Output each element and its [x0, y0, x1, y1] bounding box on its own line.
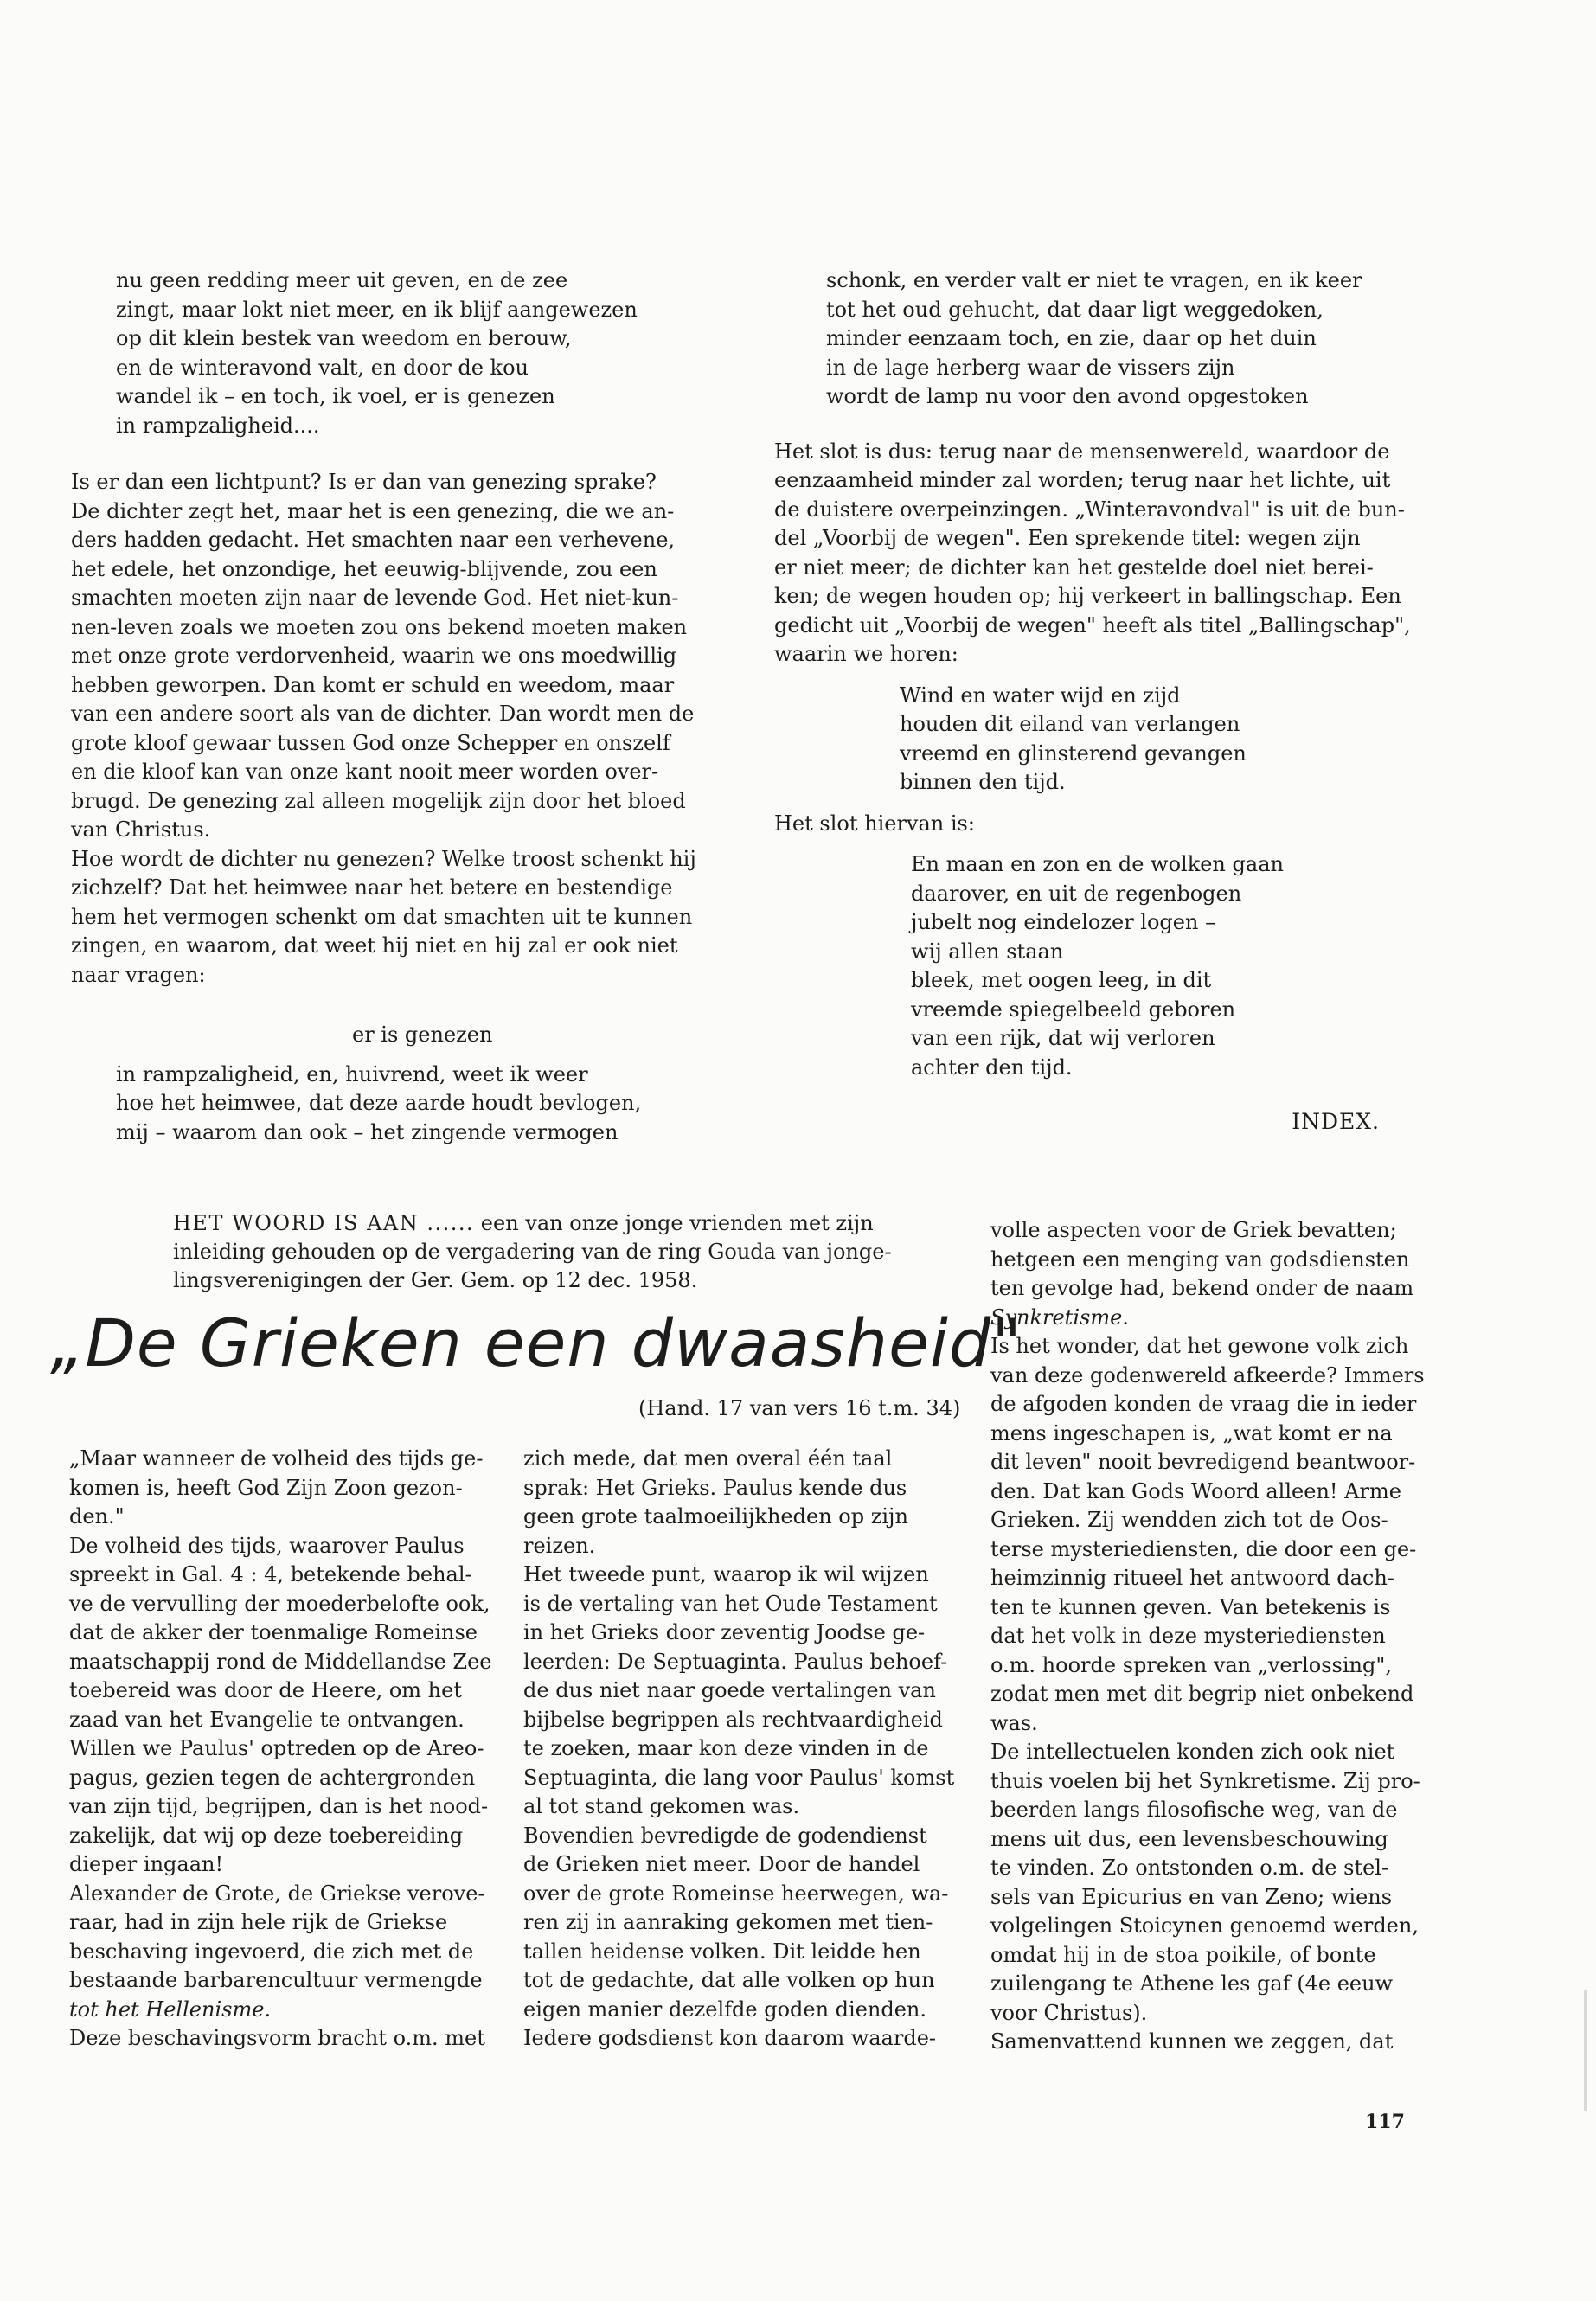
text-line: nen-leven zoals we moeten zou ons bekend moeten maken [71, 614, 688, 639]
text-line: volle aspecten voor de Griek bevatten; [990, 1218, 1397, 1242]
text-line: sels van Epicurius en van Zeno; wiens [990, 1884, 1393, 1909]
poem-line: hoe het heimwee, dat deze aarde houdt bevlogen, [116, 1091, 642, 1115]
text-line: hebben geworpen. Dan komt er schuld en weedom, maar [71, 672, 675, 697]
poem-line: schonk, en verder valt er niet te vragen, en ik keer [826, 268, 1362, 292]
text-line: eenzaamheid minder zal worden; terug naar het lichte, uit [774, 468, 1391, 492]
poem-line: in rampzaligheid.... [116, 413, 320, 438]
article-intro [173, 1209, 892, 1295]
slot-label: Het slot hiervan is: [774, 811, 975, 836]
text-line: raar, had in zijn hele rijk de Griekse [69, 1910, 448, 1934]
text-line: tallen heidense volken. Dit leidde hen [523, 1939, 921, 1964]
text-line: gedicht uit „Voorbij de wegen" heeft als titel „Ballingschap", [774, 612, 1411, 638]
poem-line: vreemd en glinsterend gevangen [900, 740, 1247, 766]
text-line: van deze godenwereld afkeerde? Immers [990, 1362, 1425, 1388]
text-line: ders hadden gedacht. Het smachten naar een verhevene, [71, 528, 676, 552]
poem-line: zingt, maar lokt niet meer, en ik blijf aangewezen [116, 297, 638, 322]
intro-rest: een van onze jonge vrienden met zijn [474, 1211, 874, 1235]
text-line: Hoe wordt de dichter nu genezen? Welke troost schenkt hij [71, 846, 696, 871]
poem-line: er is genezen [352, 1022, 493, 1047]
text-line: hetgeen een menging van godsdiensten [990, 1247, 1410, 1272]
text-line: sprak: Het Grieks. Paulus kende dus [523, 1475, 907, 1500]
text-line: te zoeken, maar kon deze vinden in de [523, 1736, 929, 1760]
author-signature: INDEX. [1292, 1109, 1380, 1134]
text-line: terse mysteriediensten, die door een ge- [990, 1536, 1417, 1561]
text-line: dat het volk in deze mysteriediensten [990, 1624, 1386, 1648]
top-left-column [71, 266, 720, 1147]
text-line: over de grote Romeinse heerwegen, wa- [523, 1881, 949, 1906]
text-line: was. [990, 1710, 1038, 1735]
text-line: mens ingeschapen is, „wat komt er na [990, 1420, 1393, 1445]
poem-line: van een rijk, dat wij verloren [911, 1026, 1215, 1050]
poem-line: nu geen redding meer uit geven, en de zee [116, 268, 568, 292]
poem-line: Wind en water wijd en zijd [900, 683, 1181, 708]
text-line: maatschappij rond de Middellandse Zee [69, 1649, 492, 1674]
text-line: den." [69, 1504, 125, 1529]
intro-line: lingsverenigingen der Ger. Gem. op 12 dec. 1958. [173, 1268, 698, 1292]
text-line: en die kloof kan van onze kant nooit meer worden over- [71, 760, 659, 784]
text-line: Samenvattend kunnen we zeggen, dat [990, 2029, 1394, 2054]
text-line: voor Christus). [990, 2000, 1148, 2025]
text-line: o.m. hoorde spreken van „verlossing", [990, 1652, 1393, 1677]
text-line: bestaande barbarencultuur vermengde [69, 1968, 483, 1992]
text-line: geen grote taalmoeilijkheden op zijn [523, 1504, 908, 1529]
text-line: Iedere godsdienst kon daarom waarde- [523, 2026, 937, 2050]
text-line: „Maar wanneer de volheid des tijds ge- [69, 1446, 484, 1471]
text-line: mens uit dus, een levensbeschouwing [990, 1826, 1388, 1851]
text-line: te vinden. Zo ontstonden o.m. de stel- [990, 1856, 1389, 1880]
text-line: de Grieken niet meer. Door de handel [523, 1852, 920, 1876]
text-line: er niet meer; de dichter kan het gestelde doel niet berei- [774, 554, 1374, 580]
text-line: den. Dat kan Gods Woord alleen! Arme [990, 1478, 1401, 1503]
poem-line: vreemde spiegelbeeld geboren [911, 997, 1236, 1022]
poem-slot [911, 850, 1449, 1082]
text-line: beschaving ingevoerd, die zich met de [69, 1939, 474, 1964]
text-line: bijbelse begrippen als rechtvaardigheid [523, 1707, 943, 1732]
text-line: Is er dan een lichtpunt? Is er dan van genezing sprake? [71, 470, 657, 494]
poem-line: wandel ik – en toch, ik voel, er is genezen [116, 384, 555, 408]
text-line: zuilengang te Athene les gaf (4e eeuw [990, 1971, 1394, 1996]
text-line: Het tweede punt, waarop ik wil wijzen [523, 1562, 929, 1586]
article-title: „De Grieken een dwaasheid" [50, 1304, 1023, 1381]
poem-line: daarover, en uit de regenbogen [911, 881, 1242, 906]
text-line: zodat men met dit begrip niet onbekend [990, 1682, 1414, 1706]
text-line: van Christus. [71, 817, 211, 842]
poem-line: houden dit eiland van verlangen [900, 712, 1240, 736]
text-line: zichzelf? Dat het heimwee naar het betere en bestendige [71, 875, 673, 900]
poem-line: binnen den tijd. [900, 770, 1066, 794]
text-line: ken; de wegen houden op; hij verkeert in ballingschap. Een [774, 584, 1401, 608]
poem-line: achter den tijd. [911, 1054, 1073, 1080]
text-line: hem het vermogen schenkt om dat smachten uit te kunnen [71, 904, 693, 929]
bible-reference: (Hand. 17 van vers 16 t.m. 34) [638, 1396, 961, 1420]
body-paragraph [774, 438, 1449, 670]
text-line: ve de vervulling der moederbelofte ook, [69, 1591, 490, 1616]
text-line: Synkretisme. [990, 1304, 1129, 1330]
text-line: waarin we horen: [774, 642, 958, 666]
text-line: brugd. De genezing zal alleen mogelijk zijn door het bloed [71, 788, 686, 813]
poem-line: jubelt nog eindelozer logen – [911, 910, 1216, 934]
body-paragraph [71, 468, 720, 990]
top-right-column [774, 266, 1449, 1082]
poem-line: minder eenzaam toch, en zie, daar op het duin [826, 326, 1317, 350]
intro-line: inleiding gehouden op de vergadering van de ring Gouda van jonge- [173, 1240, 892, 1264]
poem-ballingschap [900, 682, 1449, 798]
poem-line: in rampzaligheid, en, huivrend, weet ik weer [116, 1061, 588, 1086]
text-line: ten gevolge had, bekend onder de naam [990, 1276, 1414, 1300]
text-line: Grieken. Zij wendden zich tot de Oos- [990, 1508, 1388, 1532]
text-line: Septuaginta, die lang voor Paulus' komst [523, 1765, 955, 1790]
text-line: zakelijk, dat wij op deze toebereiding [69, 1823, 464, 1848]
page-number: 117 [1365, 2111, 1405, 2133]
poem-line: in de lage herberg waar de vissers zijn [826, 355, 1235, 380]
scan-edge-shadow [1584, 1990, 1587, 2111]
text-line: tot het Hellenisme. [69, 1997, 272, 2022]
article-column-1 [69, 1445, 510, 2054]
text-line: al tot stand gekomen was. [523, 1794, 800, 1818]
poem-line: wij allen staan [911, 939, 1064, 964]
text-line: De intellectuelen konden zich ook niet [990, 1740, 1395, 1764]
text-line: De dichter zegt het, maar het is een genezing, die we an- [71, 498, 675, 523]
article-column-3 [990, 1216, 1458, 2057]
text-line: volgelingen Stoicynen genoemd werden, [990, 1913, 1419, 1938]
text-line: naar vragen: [71, 962, 206, 987]
intro-caps: HET WOORD IS AAN ...... [173, 1211, 475, 1235]
text-line: is de vertaling van het Oude Testament [523, 1591, 938, 1616]
text-line: ren zij in aanraking gekomen met tien- [523, 1910, 933, 1934]
text-line: zich mede, dat men overal één taal [523, 1446, 893, 1471]
text-line: van een andere soort als van de dichter. Dan wordt men de [71, 702, 695, 726]
text-line: dieper ingaan! [69, 1852, 224, 1876]
text-line: reizen. [523, 1533, 596, 1558]
text-line: beerden langs filosofische weg, van de [990, 1798, 1398, 1822]
text-line: het edele, het onzondige, het eeuwig-blijvende, zou een [71, 556, 657, 581]
poem-line: wordt de lamp nu voor den avond opgestoken [826, 384, 1309, 408]
text-line: leerden: De Septuaginta. Paulus behoef- [523, 1649, 948, 1674]
poem-line: mij – waarom dan ook – het zingende vermogen [116, 1119, 619, 1144]
text-line: zaad van het Evangelie te ontvangen. [69, 1707, 465, 1732]
text-line: in het Grieks door zeventig Joodse ge- [523, 1620, 926, 1644]
text-line: dat de akker der toenmalige Romeinse [69, 1620, 478, 1644]
text-line: smachten moeten zijn naar de levende God. Het niet-kun- [71, 586, 679, 610]
poem-line: bleek, met oogen leeg, in dit [911, 968, 1212, 992]
text-line: Deze beschavingsvorm bracht o.m. met [69, 2026, 485, 2050]
text-line: Bovendien bevredigde de godendienst [523, 1823, 927, 1848]
text-line: van zijn tijd, begrijpen, dan is het nood- [69, 1794, 489, 1818]
text-line: dit leven" nooit bevredigend beantwoor- [990, 1450, 1416, 1474]
text-line: de dus niet naar goede vertalingen van [523, 1678, 936, 1702]
text-line: komen is, heeft God Zijn Zoon gezon- [69, 1475, 463, 1500]
text-line: De volheid des tijds, waarover Paulus [69, 1533, 465, 1558]
text-line: toebereid was door de Heere, om het [69, 1678, 462, 1702]
article-column-2 [523, 1445, 973, 2054]
text-line: zingen, en waarom, dat weet hij niet en hij zal er ook niet [71, 933, 678, 958]
text-line: Is het wonder, dat het gewone volk zich [990, 1334, 1409, 1358]
poem-line: en de winteravond valt, en door de kou [116, 355, 529, 380]
text-line: grote kloof gewaar tussen God onze Schepper en onszelf [71, 730, 670, 755]
text-line: del „Voorbij de wegen". Een sprekende titel: wegen zijn [774, 526, 1361, 550]
text-line: de afgoden konden de vraag die in ieder [990, 1392, 1417, 1416]
text-line: de duistere overpeinzingen. „Winteravondval" is uit de bun- [774, 497, 1405, 522]
text-line: ten te kunnen geven. Van betekenis is [990, 1594, 1391, 1619]
text-line: heimzinnig ritueel het antwoord dach- [990, 1566, 1394, 1590]
poem-fragment [774, 266, 1449, 412]
text-line: eigen manier dezelfde goden dienden. [523, 1997, 927, 2022]
text-line: Het slot is dus: terug naar de mensenwereld, waardoor de [774, 439, 1390, 464]
text-line: pagus, gezien tegen de achtergronden [69, 1765, 476, 1790]
text-line: tot de gedachte, dat alle volken op hun [523, 1968, 935, 1992]
text-line: omdat hij in de stoa poikile, of bonte [990, 1942, 1376, 1967]
poem-line: op dit klein bestek van weedom en berouw, [116, 326, 572, 350]
text-line: thuis voelen bij het Synkretisme. Zij pro- [990, 1768, 1420, 1793]
text-line: spreekt in Gal. 4 : 4, betekende behal- [69, 1562, 472, 1586]
text-line: Willen we Paulus' optreden op de Areo- [69, 1736, 484, 1760]
poem-fragment-start [71, 266, 720, 440]
text-line: met onze grote verdorvenheid, waarin we ons moedwillig [71, 644, 677, 668]
poem-line: tot het oud gehucht, dat daar ligt weggedoken, [826, 297, 1324, 322]
text-line: Alexander de Grote, de Griekse verove- [69, 1881, 485, 1906]
poem-line: En maan en zon en de wolken gaan [911, 852, 1284, 876]
poem-fragment-end [71, 1061, 720, 1148]
